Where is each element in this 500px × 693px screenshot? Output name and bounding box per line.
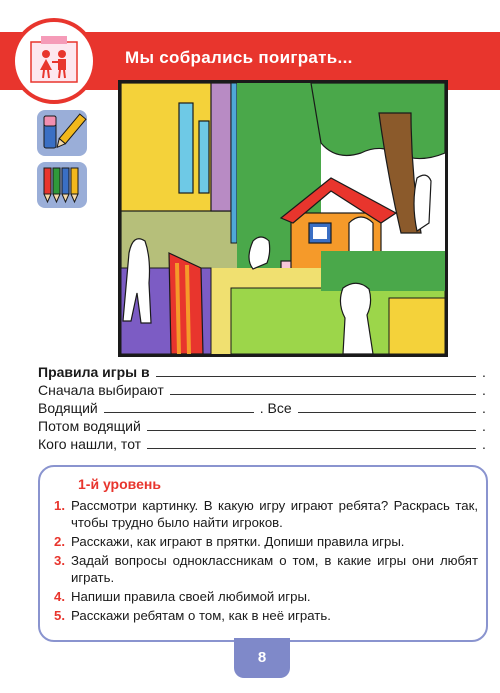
answer-blank[interactable]	[104, 412, 254, 413]
hide-and-seek-illustration	[118, 80, 448, 357]
answer-blank[interactable]	[147, 448, 476, 449]
list-item: 2. Расскажи, как играют в прятки. Допиши правила игры.	[54, 534, 405, 549]
level-label: 1-й уровень	[78, 476, 161, 492]
rules-line-4: Потом водящий .	[38, 418, 486, 434]
answer-blank[interactable]	[298, 412, 476, 413]
rules-line-1: Правила игры в .	[38, 364, 486, 380]
answer-blank[interactable]	[147, 430, 476, 431]
rules-line-2: Сначала выбирают .	[38, 382, 486, 398]
page-number: 8	[257, 649, 267, 666]
rules-line-5: Кого нашли, тот .	[38, 436, 486, 452]
list-item: 5. Расскажи ребятам о том, как в неё играть.	[54, 608, 331, 623]
rules-title: Правила игры в	[38, 364, 150, 380]
task-box	[38, 465, 488, 642]
answer-blank[interactable]	[156, 376, 476, 377]
children-sign-icon	[23, 30, 85, 92]
page-title: Мы собрались поиграть...	[125, 48, 353, 67]
section-badge	[11, 18, 97, 104]
task-list	[54, 497, 478, 626]
colored-pencils-icon	[37, 162, 87, 208]
answer-blank[interactable]	[170, 394, 476, 395]
list-item: 3. Задай вопросы одноклассникам о том, в какие игры они любят играть.	[54, 553, 478, 585]
rules-line-3: Водящий . Все .	[38, 400, 486, 416]
page-number-tab	[234, 638, 290, 678]
list-item: 1. Рассмотри картинку. В какую игру играют ребята? Раскрась так, чтобы трудно было найти игроков.	[54, 498, 478, 530]
list-item: 4. Напиши правила своей любимой игры.	[54, 589, 311, 604]
game-rules-form	[38, 363, 488, 453]
pencil-eraser-icon	[37, 110, 87, 156]
